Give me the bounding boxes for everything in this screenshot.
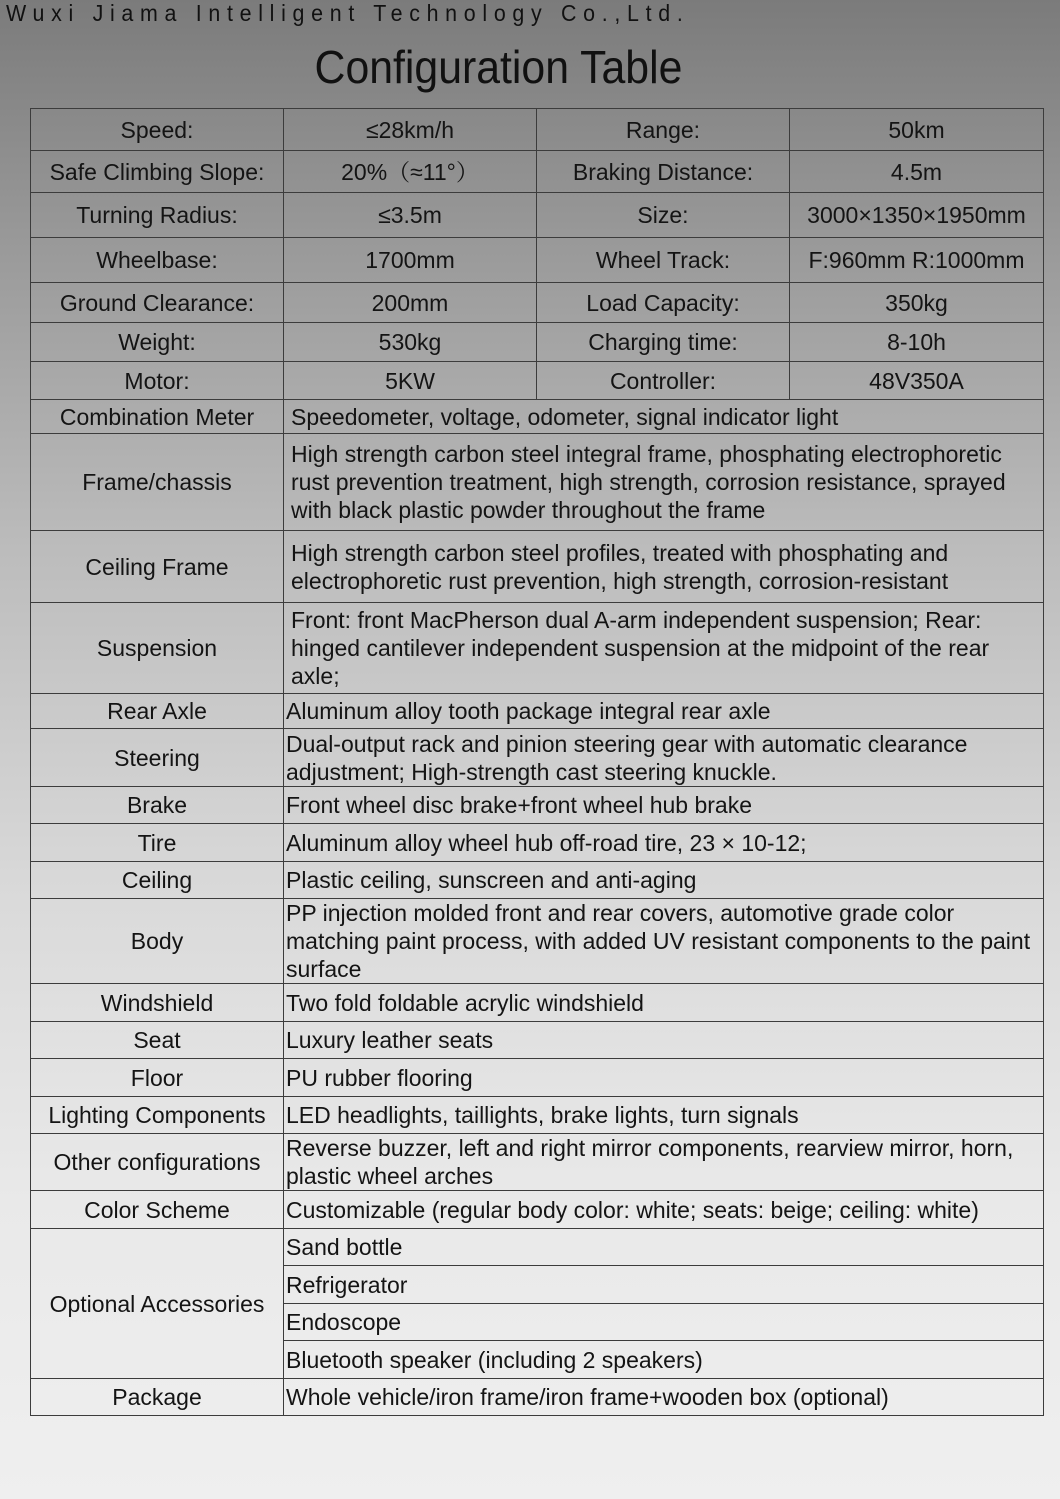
table-row-color-scheme	[31, 1191, 1044, 1229]
spec-value: 20%（≈11°）	[284, 151, 537, 193]
spec-label: Charging time:	[537, 323, 790, 362]
spec-value: ≤3.5m	[284, 193, 537, 238]
spec-value: F:960mm R:1000mm	[790, 238, 1044, 283]
config-label: Other configurations	[31, 1134, 284, 1191]
spec-label: Turning Radius:	[31, 193, 284, 238]
table-row-floor	[31, 1059, 1044, 1097]
spec-value: 48V350A	[790, 362, 1044, 400]
table-row-lighting	[31, 1097, 1044, 1134]
table-row-motor	[31, 362, 1044, 400]
spec-value: 5KW	[284, 362, 537, 400]
table-row-climbing	[31, 151, 1044, 193]
config-label: Rear Axle	[31, 694, 284, 729]
spec-label: Controller:	[537, 362, 790, 400]
table-row-combination-meter	[31, 400, 1044, 434]
config-value: Reverse buzzer, left and right mirror components, rearview mirror, horn, plastic wheel arches	[284, 1134, 1044, 1191]
table-row-steering	[31, 729, 1044, 787]
table-row-ceiling-frame	[31, 531, 1044, 603]
accessory-item: Refrigerator	[284, 1266, 1044, 1304]
spec-label: Ground Clearance:	[31, 283, 284, 323]
table-row-weight	[31, 323, 1044, 362]
spec-value: 200mm	[284, 283, 537, 323]
table-row-wheelbase	[31, 238, 1044, 283]
config-label: Tire	[31, 824, 284, 862]
config-label: Windshield	[31, 984, 284, 1022]
config-label: Ceiling Frame	[31, 531, 284, 603]
spec-label: Size:	[537, 193, 790, 238]
spec-value: 530kg	[284, 323, 537, 362]
config-label: Seat	[31, 1022, 284, 1059]
configuration-table	[30, 108, 1044, 1416]
accessory-item: Sand bottle	[284, 1229, 1044, 1266]
table-row-turning	[31, 193, 1044, 238]
config-label: Combination Meter	[31, 400, 284, 434]
config-value: High strength carbon steel integral frame, phosphating electrophoretic rust prevention treatment, high strength, corrosion resistance, sprayed with black plastic powder throughout the frame	[284, 434, 1044, 531]
table-row-other-configurations	[31, 1134, 1044, 1191]
table-row-clearance	[31, 283, 1044, 323]
table-row-windshield	[31, 984, 1044, 1022]
config-label: Floor	[31, 1059, 284, 1097]
accessory-item: Endoscope	[284, 1304, 1044, 1341]
table-row-brake	[31, 787, 1044, 824]
spec-value: 8-10h	[790, 323, 1044, 362]
table-row-frame-chassis	[31, 434, 1044, 531]
config-value: Plastic ceiling, sunscreen and anti-aging	[284, 862, 1044, 899]
config-value: Two fold foldable acrylic windshield	[284, 984, 1044, 1022]
spec-label: Load Capacity:	[537, 283, 790, 323]
spec-label: Speed:	[31, 109, 284, 151]
config-label: Suspension	[31, 603, 284, 694]
table-row-tire	[31, 824, 1044, 862]
config-label: Optional Accessories	[31, 1229, 284, 1379]
table-row-suspension	[31, 603, 1044, 694]
config-value: Customizable (regular body color: white; seats: beige; ceiling: white)	[284, 1191, 1044, 1229]
spec-label: Range:	[537, 109, 790, 151]
config-label: Lighting Components	[31, 1097, 284, 1134]
spec-label: Safe Climbing Slope:	[31, 151, 284, 193]
table-row-optional-accessories	[31, 1229, 1044, 1266]
spec-label: Motor:	[31, 362, 284, 400]
config-value: High strength carbon steel profiles, treated with phosphating and electrophoretic rust prevention, high strength, corrosion-resistant	[284, 531, 1044, 603]
config-value: Aluminum alloy wheel hub off-road tire, 23 × 10-12;	[284, 824, 1044, 862]
page-title: Configuration Table	[314, 41, 683, 93]
config-value: Aluminum alloy tooth package integral rear axle	[284, 694, 1044, 729]
config-value: Front: front MacPherson dual A-arm independent suspension; Rear: hinged cantilever independent suspension at the midpoint of the rear axle;	[284, 603, 1044, 694]
config-label: Body	[31, 899, 284, 984]
company-name: Wuxi Jiama Intelligent Technology Co.,Ltd.	[6, 0, 690, 26]
config-label: Package	[31, 1379, 284, 1416]
config-label: Brake	[31, 787, 284, 824]
table-row-body	[31, 899, 1044, 984]
config-label: Frame/chassis	[31, 434, 284, 531]
spec-value: 3000×1350×1950mm	[790, 193, 1044, 238]
config-value: Whole vehicle/iron frame/iron frame+wooden box (optional)	[284, 1379, 1044, 1416]
spec-label: Braking Distance:	[537, 151, 790, 193]
spec-value: 1700mm	[284, 238, 537, 283]
spec-label: Weight:	[31, 323, 284, 362]
spec-value: 4.5m	[790, 151, 1044, 193]
table-row-rear-axle	[31, 694, 1044, 729]
spec-label: Wheel Track:	[537, 238, 790, 283]
spec-value: ≤28km/h	[284, 109, 537, 151]
table-row-ceiling	[31, 862, 1044, 899]
config-label: Ceiling	[31, 862, 284, 899]
config-value: Dual-output rack and pinion steering gear with automatic clearance adjustment; High-strength cast steering knuckle.	[284, 729, 1044, 787]
spec-value: 50km	[790, 109, 1044, 151]
spec-label: Wheelbase:	[31, 238, 284, 283]
config-value: PU rubber flooring	[284, 1059, 1044, 1097]
config-value: LED headlights, taillights, brake lights, turn signals	[284, 1097, 1044, 1134]
config-value: PP injection molded front and rear covers, automotive grade color matching paint process, with added UV resistant components to the paint surface	[284, 899, 1044, 984]
accessory-item: Bluetooth speaker (including 2 speakers)	[284, 1341, 1044, 1379]
table-row-speed	[31, 109, 1044, 151]
table-row-package	[31, 1379, 1044, 1416]
config-label: Steering	[31, 729, 284, 787]
config-value: Luxury leather seats	[284, 1022, 1044, 1059]
config-value: Front wheel disc brake+front wheel hub brake	[284, 787, 1044, 824]
config-value: Speedometer, voltage, odometer, signal indicator light	[284, 400, 1044, 434]
config-label: Color Scheme	[31, 1191, 284, 1229]
table-row-seat	[31, 1022, 1044, 1059]
spec-value: 350kg	[790, 283, 1044, 323]
